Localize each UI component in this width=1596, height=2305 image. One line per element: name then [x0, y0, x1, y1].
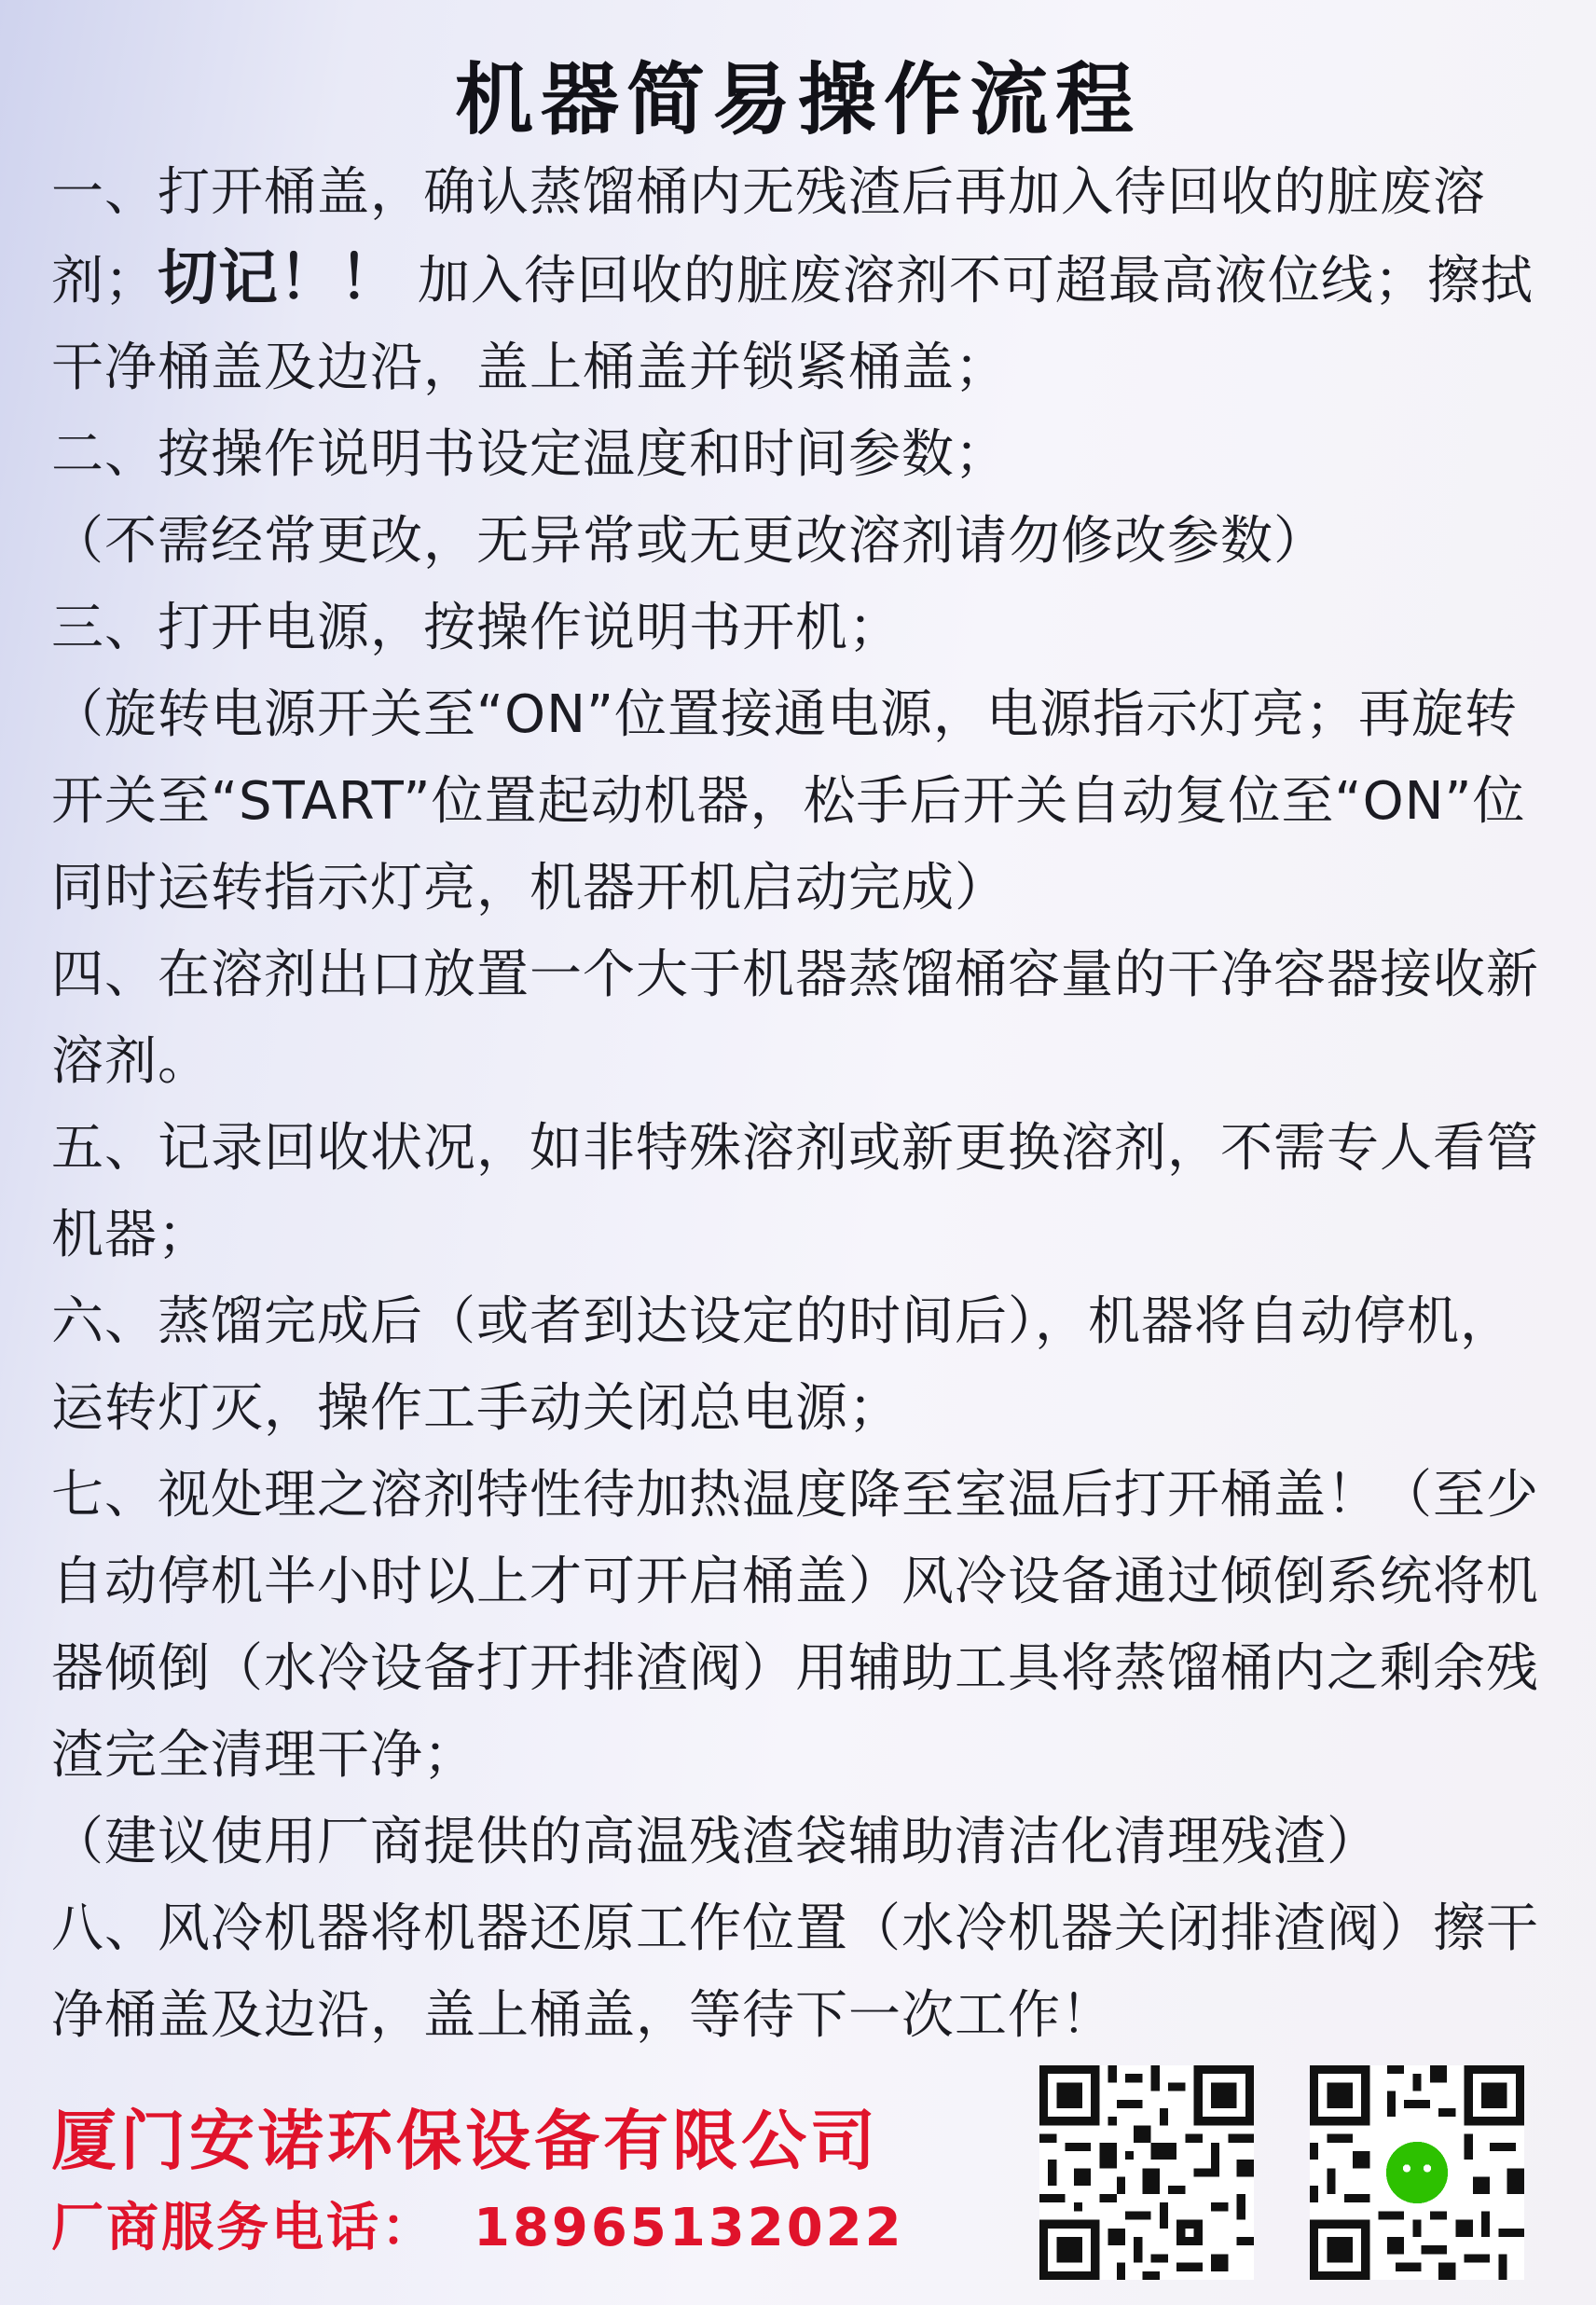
- step-2-note: （不需经常更改，无异常或无更改溶剂请勿修改参数）: [51, 511, 1327, 572]
- wechat-qr-code-icon: [1310, 2065, 1524, 2280]
- step-3-note: （旋转电源开关至“ON”位置接通电源，电源指示灯亮；再旋转开关至“START”位置起动机器，松手后开关自动复位至“ON”位同时运转指示灯亮，机器开机启动完成）: [51, 684, 1526, 918]
- wechat-qr-code-graphic: [1310, 2065, 1524, 2280]
- service-phone-label: 厂商服务电话：: [51, 2198, 436, 2258]
- step-1-warning: 切记！！: [158, 244, 400, 313]
- instruction-body: [51, 149, 1552, 2059]
- company-name: 厦门安诺环保设备有限公司: [51, 2103, 879, 2179]
- step-4: 四、在溶剂出口放置一个大于机器蒸馏桶容量的干净容器接收新溶剂。: [51, 945, 1539, 1092]
- page-title: 机器简易操作流程: [454, 54, 1141, 145]
- step-2: 二、按操作说明书设定温度和时间参数；: [51, 424, 1008, 485]
- step-5: 五、记录回收状况，如非特殊溶剂或新更换溶剂，不需专人看管机器；: [51, 1118, 1539, 1265]
- step-1-text: 一、打开桶盖，确认蒸馏桶内无残渣后再加入待回收的脏废溶剂；: [51, 162, 1486, 311]
- service-phone: [51, 2187, 904, 2261]
- step-6: 六、蒸馏完成后（或者到达设定的时间后），机器将自动停机，运转灯灭，操作工手动关闭总电源；: [51, 1291, 1513, 1439]
- step-1: [51, 149, 1552, 411]
- step-7-note: （建议使用厂商提供的高温残渣袋辅助清洁化清理残渣）: [51, 1812, 1380, 1872]
- service-phone-number: 18965132022: [474, 2198, 904, 2258]
- step-1-text-continued: 加入待回收的脏废溶剂不可超最高液位线；擦拭干净桶盖及边沿，盖上桶盖并锁紧桶盖；: [51, 251, 1534, 398]
- step-8: 八、风冷机器将机器还原工作位置（水冷机器关闭排渣阀）擦干净桶盖及边沿，盖上桶盖，等待下一次工作！: [51, 1898, 1539, 2046]
- qr-code-icon: [1039, 2065, 1254, 2280]
- step-7: 七、视处理之溶剂特性待加热温度降至室温后打开桶盖！（至少自动停机半小时以上才可开启桶盖）风冷设备通过倾倒系统将机器倾倒（水冷设备打开排渣阀）用辅助工具将蒸馏桶内之剩余残渣完全清理干净；: [51, 1465, 1539, 1786]
- qr-code-graphic: [1039, 2065, 1254, 2280]
- step-3: 三、打开电源，按操作说明书开机；: [51, 598, 901, 658]
